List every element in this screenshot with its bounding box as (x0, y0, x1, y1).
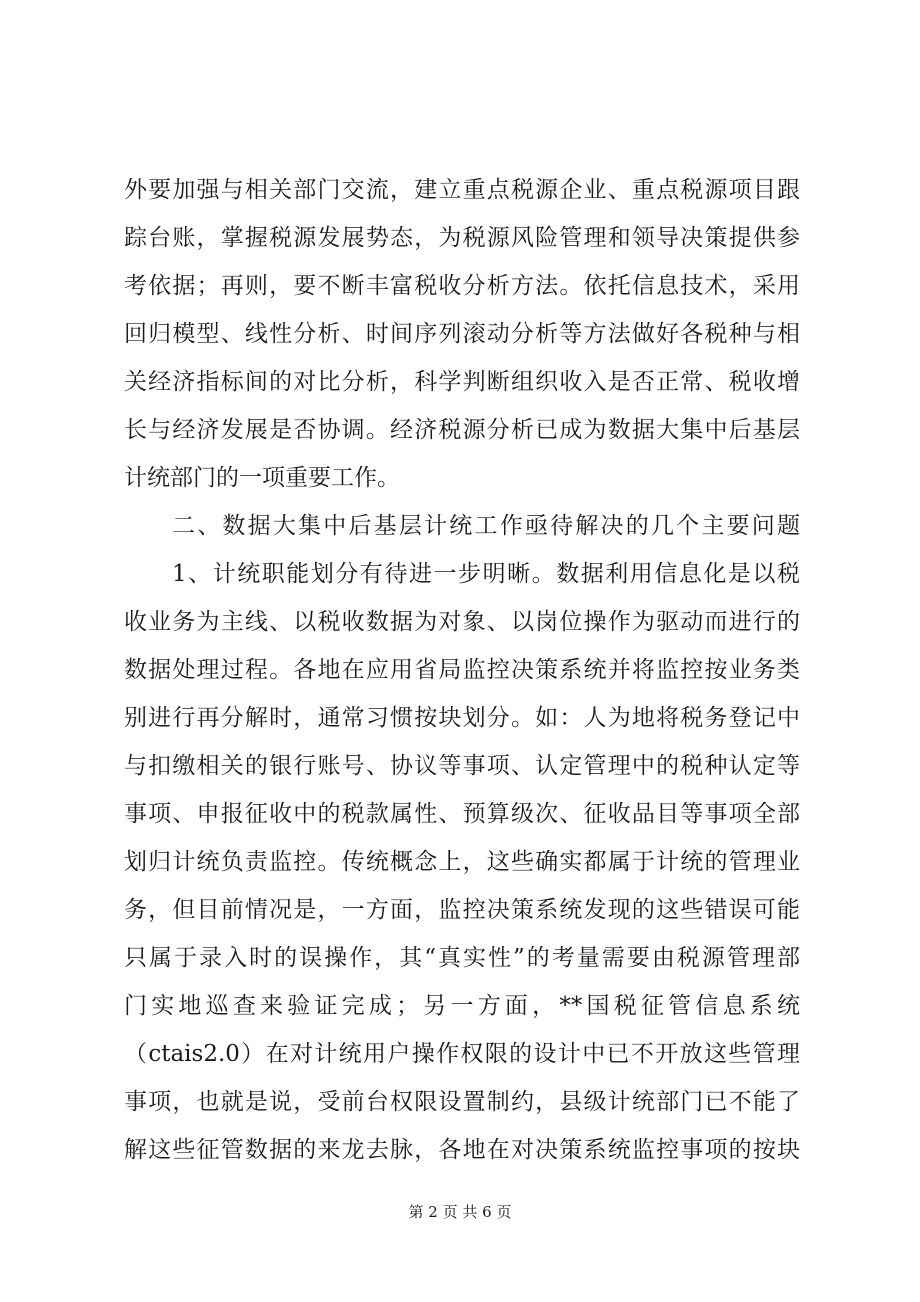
text-line: 回归模型、线性分析、时间序列滚动分析等方法做好各税种与相 (124, 321, 800, 347)
text-line: 数据处理过程。各地在应用省局监控决策系统并将监控按业务类 (124, 657, 800, 683)
text-line: 事项、申报征收中的税款属性、预算级次、征收品目等事项全部 (124, 801, 800, 827)
text-line: 踪台账，掌握税源发展势态，为税源风险管理和领导决策提供参 (124, 225, 800, 251)
text-line: 只属于录入时的误操作，其“真实性”的考量需要由税源管理部 (124, 945, 800, 971)
page-footer: 第 2 页 共 6 页 (408, 1203, 512, 1221)
text-line: 与扣缴相关的银行账号、协议等事项、认定管理中的税种认定等 (124, 753, 800, 779)
text-line: 外要加强与相关部门交流，建立重点税源企业、重点税源项目跟 (124, 177, 800, 203)
text-line: 务，但目前情况是，一方面，监控决策系统发现的这些错误可能 (124, 897, 800, 923)
text-line: 1、计统职能划分有待进一步明晰。数据利用信息化是以税 (172, 561, 800, 587)
text-line: 划归计统负责监控。传统概念上，这些确实都属于计统的管理业 (124, 849, 800, 875)
text-line: 考依据；再则，要不断丰富税收分析方法。依托信息技术，采用 (124, 273, 800, 299)
text-line: 解这些征管数据的来龙去脉，各地在对决策系统监控事项的按块 (124, 1137, 800, 1163)
text-line: 关经济指标间的对比分析，科学判断组织收入是否正常、税收增 (124, 369, 800, 395)
text-line: 收业务为主线、以税收数据为对象、以岗位操作为驱动而进行的 (124, 609, 800, 635)
text-line: 门实地巡查来验证完成；另一方面，**国税征管信息系统 (124, 993, 800, 1019)
text-line: 别进行再分解时，通常习惯按块划分。如：人为地将税务登记中 (124, 705, 800, 731)
text-line: 长与经济发展是否协调。经济税源分析已成为数据大集中后基层 (124, 417, 800, 443)
text-line: （ctais2.0）在对计统用户操作权限的设计中已不开放这些管理 (124, 1041, 800, 1067)
section-heading: 二、数据大集中后基层计统工作亟待解决的几个主要问题 (172, 513, 800, 539)
text-line: 计统部门的一项重要工作。 (124, 465, 400, 491)
text-line: 事项，也就是说，受前台权限设置制约，县级计统部门已不能了 (124, 1089, 800, 1115)
